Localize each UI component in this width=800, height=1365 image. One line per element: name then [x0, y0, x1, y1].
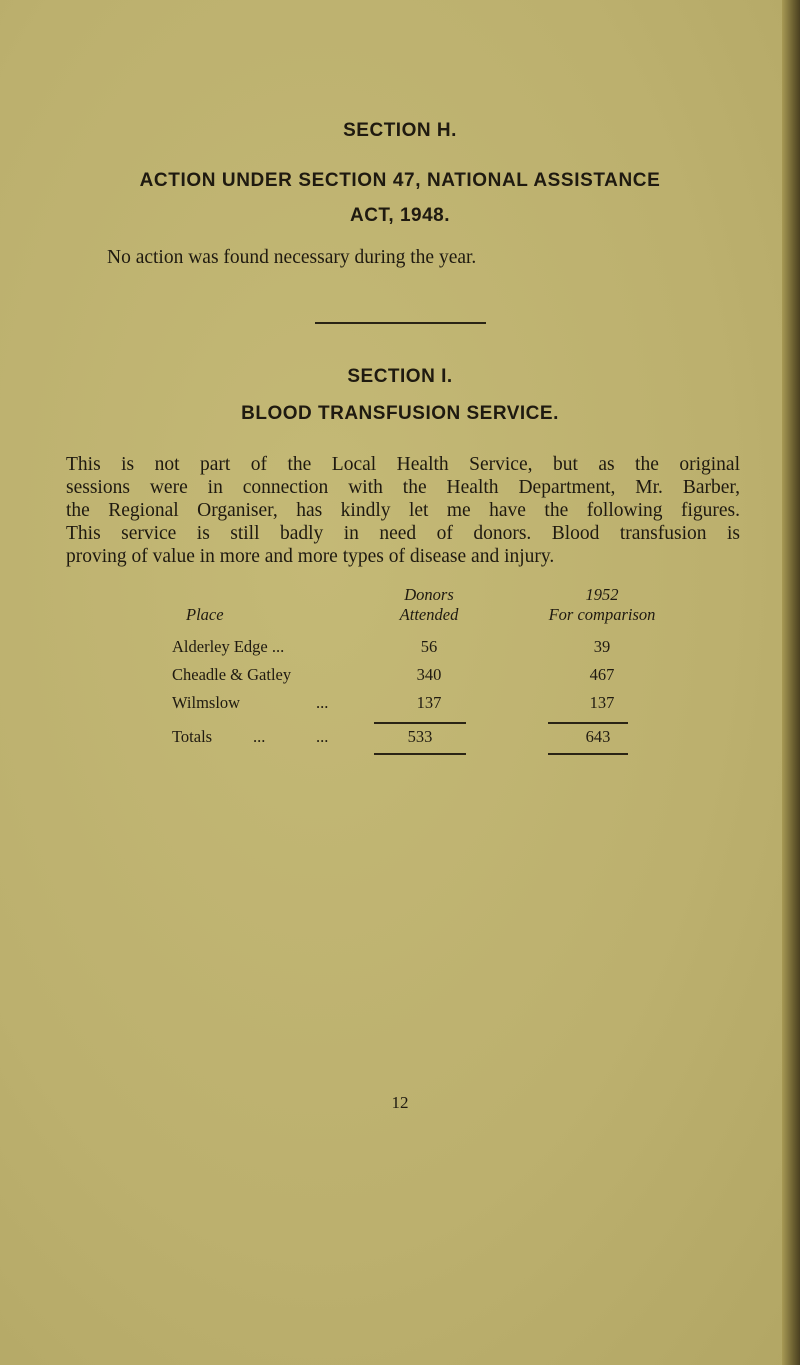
page-edge-shadow [782, 0, 800, 1365]
section-h-title-line1: ACTION UNDER SECTION 47, NATIONAL ASSISTANCE [139, 170, 661, 191]
paragraph-line: proving of value in more and more types of disease and injury. [66, 546, 555, 567]
row-place: Cheadle & Gatley [172, 665, 292, 684]
paragraph-line: This service is still badly in need of donors. Blood transfusion is [66, 523, 740, 544]
totals-rule-comparison [548, 722, 628, 724]
row-place: Wilmslow [172, 693, 241, 712]
totals-leader-dots: ... [253, 727, 266, 746]
row-comparison: 467 [589, 665, 615, 684]
paragraph-line: sessions were in connection with the Health Department, Mr. Barber, [66, 477, 740, 498]
row-leader-dots: ... [316, 693, 329, 712]
section-h-text: No action was found necessary during the year. [107, 247, 477, 268]
row-donors: 340 [416, 665, 442, 684]
section-h-heading: SECTION H. [343, 120, 457, 141]
header-year-line2: For comparison [548, 605, 656, 624]
row-donors: 56 [420, 637, 438, 656]
row-place: Alderley Edge ... [172, 637, 285, 656]
header-donors-line2: Attended [399, 605, 459, 624]
section-h-title-line2: ACT, 1948. [349, 205, 451, 226]
section-divider [315, 322, 486, 324]
totals-underline-donors [374, 753, 466, 755]
totals-underline-comparison [548, 753, 628, 755]
header-year-line1: 1952 [585, 585, 619, 604]
totals-leader-dots: ... [316, 727, 329, 746]
row-comparison: 137 [589, 693, 615, 712]
row-comparison: 39 [593, 637, 611, 656]
section-i-paragraph [66, 453, 740, 568]
totals-label: Totals [172, 727, 213, 746]
section-i-title: BLOOD TRANSFUSION SERVICE. [241, 403, 559, 424]
totals-comparison: 643 [585, 727, 611, 746]
section-i-heading: SECTION I. [347, 366, 453, 387]
page-number: 12 [391, 1093, 409, 1112]
totals-donors: 533 [407, 727, 433, 746]
totals-rule-donors [374, 722, 466, 724]
paragraph-line: This is not part of the Local Health Service, but as the original [66, 454, 740, 475]
header-place: Place [186, 605, 224, 624]
row-donors: 137 [416, 693, 442, 712]
header-donors-line1: Donors [404, 585, 454, 604]
paragraph-line: the Regional Organiser, has kindly let me have the following figures. [66, 500, 740, 521]
